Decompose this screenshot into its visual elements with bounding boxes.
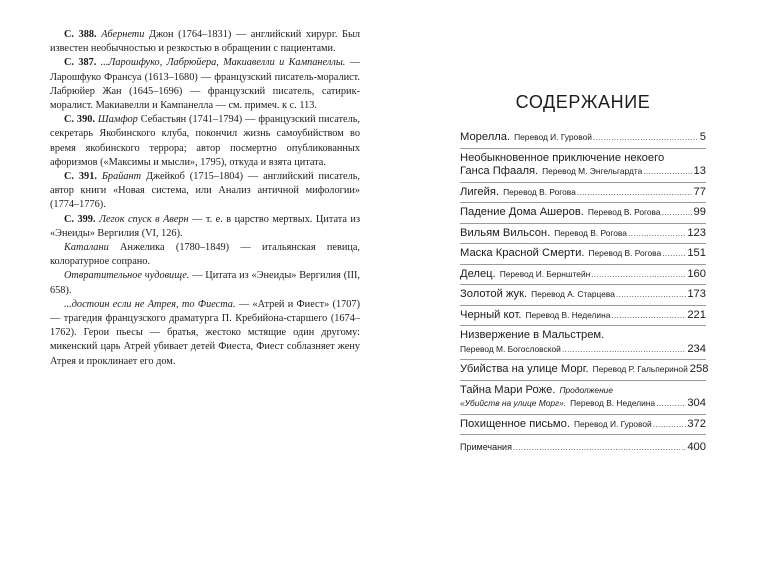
leader-dots xyxy=(591,268,686,282)
toc-entry-translator: Перевод В. Рогова xyxy=(554,227,627,238)
toc-entry-page: 123 xyxy=(687,226,706,239)
toc-entry-page: 258 xyxy=(689,363,709,375)
toc-entry-translator: Перевод В. Рогова xyxy=(587,207,661,217)
note-lead: Каталани xyxy=(64,242,109,254)
leader-dots xyxy=(616,288,686,302)
toc-entry[interactable] xyxy=(460,326,706,360)
leader-dots xyxy=(628,227,686,241)
contents-title: СОДЕРЖАНИЕ xyxy=(515,92,651,112)
toc-entry[interactable] xyxy=(460,415,706,436)
leader-dots xyxy=(656,397,686,411)
toc-entry-page: 13 xyxy=(693,165,706,177)
toc-entry[interactable] xyxy=(460,224,706,245)
toc-entry-page: 304 xyxy=(687,397,706,409)
note-ref: С. 387. xyxy=(64,57,97,69)
leader-dots xyxy=(653,418,687,432)
toc-entry-title: Низвержение в Мальстрем. xyxy=(460,329,605,341)
toc-entry-translator: Перевод Р. Гальпериной xyxy=(592,364,688,374)
toc-entry[interactable] xyxy=(460,149,706,183)
toc-entry-title: Морелла. xyxy=(460,131,511,143)
note-text: Анжелика (1780–1849) — итальянская певица, колоратурное сопрано. xyxy=(50,242,360,268)
toc-entry-translator: Перевод И. Гуровой xyxy=(514,132,592,142)
note-item xyxy=(50,28,360,56)
toc-entry-translator: Перевод М. Богословской xyxy=(460,343,561,354)
toc-entry-translator: Перевод В. Неделина xyxy=(570,398,656,408)
leader-dots xyxy=(593,131,699,145)
note-lead: Брайант xyxy=(101,171,142,183)
note-item xyxy=(50,170,360,213)
leader-dots xyxy=(562,343,687,357)
note-text: — Цитата из «Энеиды» Вергилия (III, 658). xyxy=(50,270,360,296)
toc-entry[interactable] xyxy=(460,203,706,224)
toc-entry-page: 99 xyxy=(693,206,706,218)
toc-entry-translator: Перевод А. Старцева xyxy=(531,289,615,299)
toc-entry-page: 77 xyxy=(693,185,706,198)
toc-entry-translator: Перевод В. Неделина xyxy=(525,309,611,320)
note-ref: С. 390. xyxy=(64,114,95,126)
toc-entry[interactable] xyxy=(460,306,706,327)
leader-dots xyxy=(577,186,693,200)
leader-dots xyxy=(662,247,686,261)
note-item xyxy=(50,241,360,269)
note-item xyxy=(50,213,360,241)
toc-entry-title: Примечания xyxy=(460,442,512,452)
toc-entry-title: Убийства на улице Морг. xyxy=(460,363,589,375)
toc-entry-title-cont: Ганса Пфааля. xyxy=(460,165,539,177)
leader-dots xyxy=(643,165,692,179)
toc-entry[interactable] xyxy=(460,285,706,306)
note-lead: ...достоин если не Атрея, то Фиеста. xyxy=(64,298,236,310)
toc-entry-title: Тайна Мари Роже. xyxy=(460,383,556,396)
note-lead: Легок спуск в Аверн xyxy=(98,213,189,225)
toc-entry-subtitle-cont: «Убийств на улице Морг». xyxy=(460,398,567,408)
note-text: Джон (1764–1831) — английский хирург. Был известен необычностью и резкостью в обращении с пациентами. xyxy=(50,29,361,55)
note-ref: С. 388. xyxy=(64,29,97,40)
toc-entry-page: 173 xyxy=(687,288,706,300)
note-item xyxy=(50,298,360,369)
contents-list xyxy=(460,128,709,458)
note-item xyxy=(50,269,360,297)
toc-entry-page: 221 xyxy=(687,308,706,321)
toc-entry-page: 160 xyxy=(687,267,706,280)
leader-dots xyxy=(662,206,693,220)
leader-dots xyxy=(611,309,686,323)
toc-entry[interactable] xyxy=(460,381,706,415)
toc-entry-translator: Перевод В. Рогова xyxy=(503,186,576,197)
toc-entry-title: Делец. xyxy=(460,267,496,280)
toc-entry[interactable] xyxy=(460,183,706,204)
toc-entry-page: 5 xyxy=(699,131,706,143)
toc-entry-title: Вильям Вильсон. xyxy=(460,226,551,239)
toc-entry-translator: Перевод М. Энгельгардта xyxy=(542,166,643,176)
toc-entry-subtitle: Продолжение xyxy=(559,384,613,395)
leader-dots xyxy=(513,441,686,455)
note-ref: С. 399. xyxy=(64,213,96,225)
note-text: Джейкоб (1715–1804) — английский писатель, автор книги «Новая система, или Анализ античной мифологии» (1774–1776). xyxy=(50,171,361,211)
toc-entry-title: Золотой жук. xyxy=(460,288,528,300)
note-text: Себастьян (1741–1794) — французский писатель, секретарь Якобинского клуба, покончил жизнь самоубийством во время якобинского террора; автор посмертно опубликованных афоризмов («Максимы и мысли», 1795), откуда и взята цитата. xyxy=(50,114,360,168)
toc-entry-translator: Перевод И. Бернштейн xyxy=(499,268,591,279)
notes-page xyxy=(50,28,360,369)
toc-entry-title: Маска Красной Смерти. xyxy=(460,247,585,259)
note-lead: Абернети xyxy=(101,29,145,40)
toc-entry[interactable] xyxy=(460,360,709,381)
toc-entry-page: 372 xyxy=(687,417,706,430)
note-item xyxy=(50,113,360,170)
toc-entry-title: Необыкновенное приключение некоего xyxy=(460,151,665,164)
note-lead: Шамфор xyxy=(97,114,138,126)
toc-entry[interactable] xyxy=(460,244,706,265)
note-text: — Ларошфуко Франсуа (1613–1680) — французский писатель-моралист. Лабрюйер Жан (1645–1696) — французский писатель, сатирик-моралист. Макиавелли и Кампанелла — см. примеч. к с. 113. xyxy=(50,57,361,112)
toc-entry-notes[interactable] xyxy=(460,435,706,458)
note-text: — «Атрей и Фиест» (1707) — трагедия французского драматурга П. Кребийона-старшего (1674–1762). Герои пьесы — братья, жестоко мстящие один другому: микенский царь Атрей убивает детей Фиеста, Фиест соблазняет жену Атрея и проклинает его дом. xyxy=(50,298,361,367)
toc-entry-page: 234 xyxy=(687,342,706,355)
note-lead: Отвратительное чудовище. xyxy=(64,270,190,282)
toc-entry-page: 400 xyxy=(687,441,706,453)
toc-entry-title: Похищенное письмо. xyxy=(460,417,570,430)
toc-entry-translator: Перевод И. Гуровой xyxy=(573,418,652,429)
toc-entry-title: Падение Дома Ашеров. xyxy=(460,206,584,218)
note-item xyxy=(50,56,360,113)
toc-entry-title: Черный кот. xyxy=(460,308,522,321)
toc-entry-page: 151 xyxy=(687,247,706,259)
toc-entry-title: Лигейя. xyxy=(460,185,500,198)
note-text: — т. е. в царство мертвых. Цитата из «Энеиды» Вергилия (VI, 126). xyxy=(50,213,361,239)
note-lead: ...Ларошфуко, Лабрюйера, Макиавелли и Кампанеллы. xyxy=(100,57,346,69)
toc-entry-translator: Перевод В. Рогова xyxy=(588,248,662,258)
toc-entry[interactable] xyxy=(460,265,706,286)
toc-entry[interactable] xyxy=(460,128,706,149)
note-ref: С. 391. xyxy=(64,171,97,183)
